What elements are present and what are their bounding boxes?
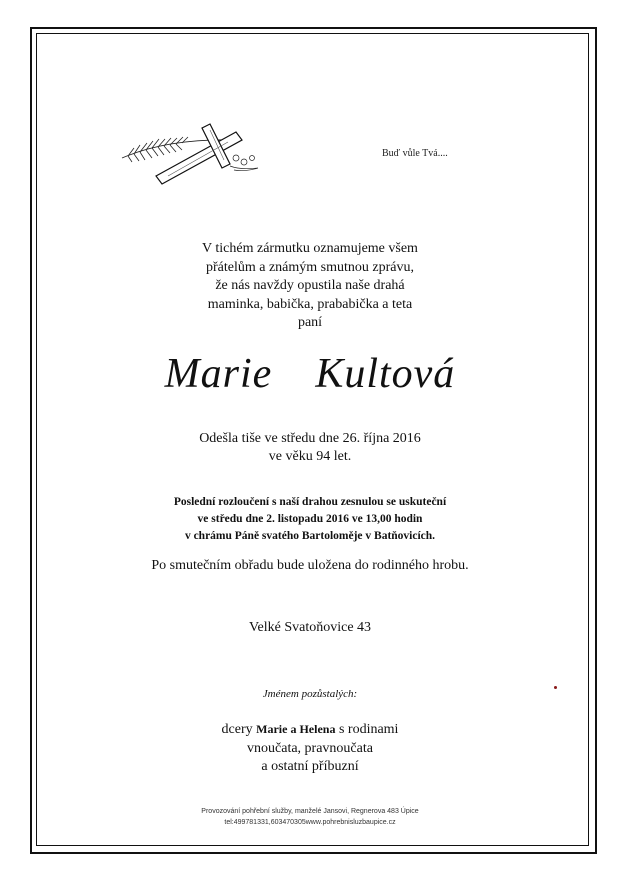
cross-with-palm-icon	[118, 118, 268, 188]
funeral-service-footer	[0, 806, 620, 828]
mourners-prefix: dcery	[221, 722, 253, 737]
burial-info: Po smutečním obřadu bude uložena do rodinného hrobu.	[151, 558, 469, 573]
funeral-info	[0, 494, 620, 545]
footer-line: Provozování pohřební služby, manželé Jansovi, Regnerova 483 Úpice	[201, 808, 419, 815]
announcement-intro	[0, 240, 620, 333]
age-line: ve věku 94 let.	[268, 449, 352, 464]
death-info	[0, 430, 620, 466]
mourners-suffix: s rodinami	[338, 722, 399, 737]
mourners-names: Marie a Helena	[256, 722, 336, 736]
mourners-line-1	[0, 720, 620, 740]
motto-text: Buď vůle Tvá....	[382, 148, 448, 159]
mourners-list	[0, 720, 620, 777]
funeral-line: v chrámu Páně svatého Bartoloměje v Batňovicích.	[184, 530, 436, 542]
funeral-line: ve středu dne 2. listopadu 2016 ve 13,00 hodin	[197, 513, 423, 525]
intro-line: maminka, babička, prababička a teta	[207, 296, 413, 312]
death-date-line: Odešla tiše ve středu dne 26. října 2016	[199, 431, 421, 446]
footer-line: tel:499781331,603470305www.pohrebnisluzbaupice.cz	[224, 819, 396, 826]
deceased-name: Marie Kultová	[164, 351, 456, 397]
intro-line: V tichém zármutku oznamujeme všem	[202, 241, 418, 256]
funeral-line: Poslední rozloučení s naší drahou zesnulou se uskuteční	[173, 496, 447, 508]
address: Velké Svatoňovice 43	[248, 620, 372, 635]
intro-line: přátelům a známým smutnou zprávu,	[206, 259, 414, 275]
intro-line: že nás navždy opustila naše drahá	[215, 278, 405, 293]
intro-line: paní	[297, 315, 323, 330]
mourners-line-3: a ostatní příbuzní	[261, 759, 359, 774]
mourners-line-2: vnoučata, pravnoučata	[247, 740, 373, 756]
mourners-label: Jménem pozůstalých:	[262, 688, 358, 700]
decorative-speck	[554, 686, 557, 689]
